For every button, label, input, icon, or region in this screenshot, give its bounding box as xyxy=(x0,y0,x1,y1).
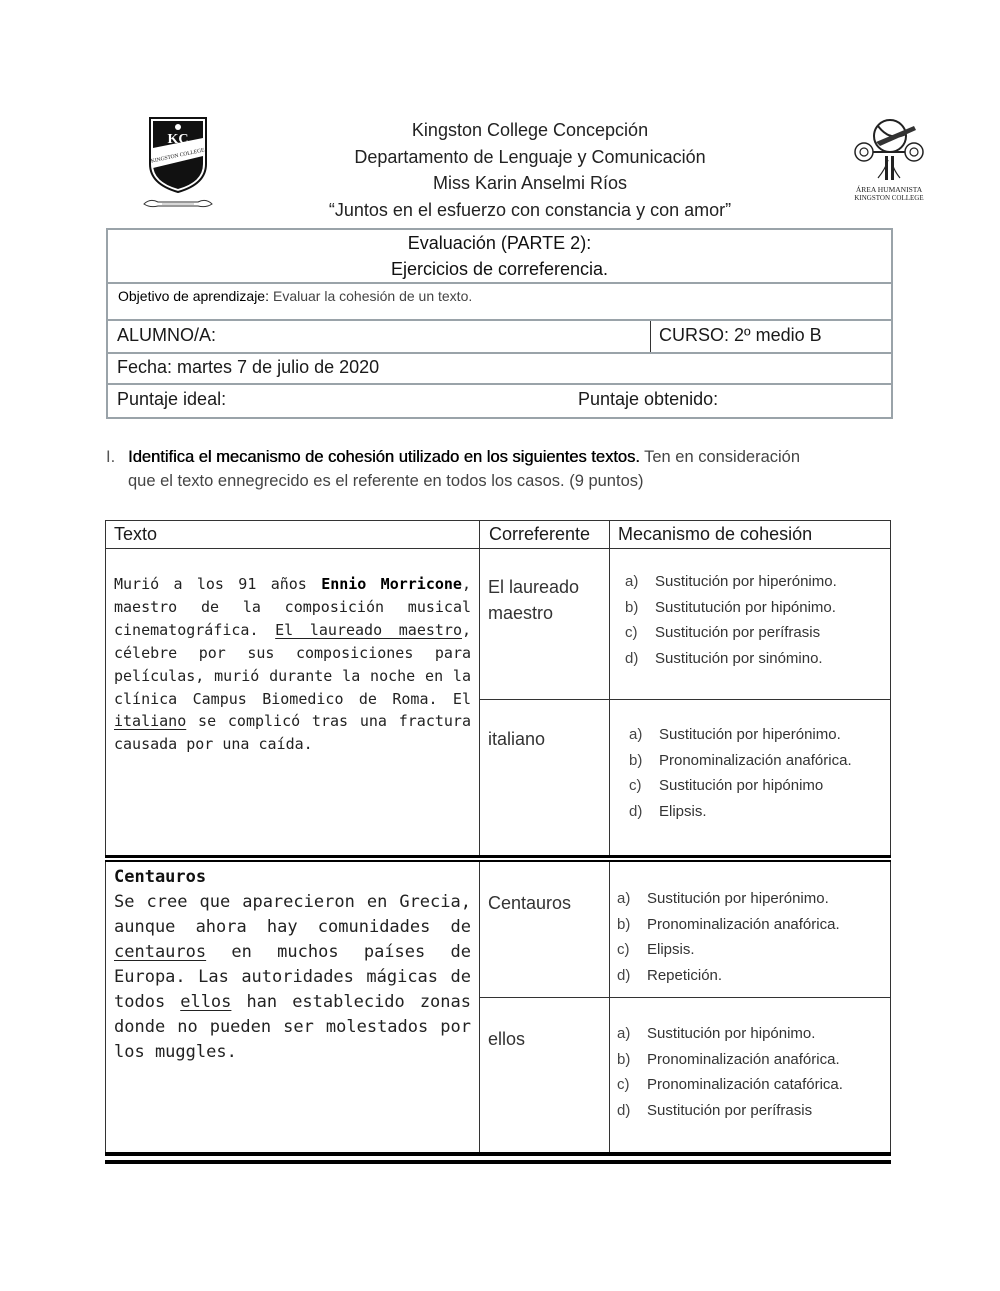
option-text: Repetición. xyxy=(647,966,723,984)
shield-icon xyxy=(140,112,216,212)
question-row xyxy=(480,549,890,700)
student-row xyxy=(108,321,891,354)
course-label: CURSO: 2º medio B xyxy=(659,325,822,345)
cohesion-exercise-table xyxy=(105,520,891,1164)
option-a[interactable] xyxy=(617,1021,890,1047)
option-letter: d) xyxy=(617,966,631,984)
header-correferente: Correferente xyxy=(480,521,610,548)
header-mecanismo: Mecanismo de cohesión xyxy=(618,524,813,544)
option-a[interactable] xyxy=(617,886,890,912)
evaluation-title-line2: Ejercicios de correferencia. xyxy=(390,259,609,279)
table-bottom-double-rule xyxy=(105,1160,891,1164)
option-letter: b) xyxy=(629,751,643,769)
svg-text:KINGSTON COLLEGE: KINGSTON COLLEGE xyxy=(150,147,206,165)
department-name: Departamento de Lenguaje y Comunicación xyxy=(354,146,706,167)
section-number: I. xyxy=(106,448,116,466)
option-c[interactable] xyxy=(629,773,890,799)
objective-label: Objetivo de aprendizaje: xyxy=(118,288,269,304)
coreferent-cell: Centauros xyxy=(480,862,610,997)
source-text xyxy=(106,549,480,855)
option-letter: d) xyxy=(617,1101,631,1119)
option-text: Sustitución por perífrasis xyxy=(655,624,821,641)
option-text: Sustitución por hipónimo. xyxy=(647,1025,816,1042)
text-fragment: Murió a los 91 años xyxy=(114,575,322,593)
option-text: Sustitución por perífrasis xyxy=(647,1101,813,1119)
option-letter: d) xyxy=(625,649,639,667)
option-text: Pronominalización catafórica. xyxy=(647,1076,843,1093)
option-text: Sustitución por hipónimo xyxy=(659,777,824,794)
student-field[interactable] xyxy=(108,321,651,352)
option-b[interactable] xyxy=(617,912,890,938)
header-texto: Texto xyxy=(106,521,480,548)
referent-underlined: centauros xyxy=(114,942,207,962)
option-d[interactable] xyxy=(617,1098,890,1124)
coreferent-cell: ellos xyxy=(480,998,610,1152)
option-b[interactable] xyxy=(629,748,890,774)
school-motto: “Juntos en el esfuerzo con constancia y con amor” xyxy=(328,199,732,220)
student-label: ALUMNO/A: xyxy=(117,325,217,345)
option-letter: c) xyxy=(617,1076,630,1093)
coreferent-underlined: italiano xyxy=(114,712,187,731)
option-b[interactable] xyxy=(617,1047,890,1073)
text-fragment: se complicó tras una fractura causada por una caída. xyxy=(114,712,471,754)
text-fragment: , célebre por sus composiciones para películas, murió durante la noche en la clínica Campus Biomedico de Roma. El xyxy=(114,620,472,708)
option-d[interactable] xyxy=(617,963,890,989)
section-divider xyxy=(105,855,891,862)
globe-column-icon xyxy=(848,112,930,204)
options-cell xyxy=(610,700,890,855)
score-ideal-field[interactable]: Puntaje ideal: xyxy=(117,389,227,409)
option-letter: c) xyxy=(617,941,630,958)
options-cell xyxy=(610,549,890,699)
option-c[interactable] xyxy=(625,620,890,646)
option-text: Sustitución por hiperónimo. xyxy=(659,726,841,743)
source-text xyxy=(106,862,480,1152)
evaluation-title xyxy=(108,230,891,284)
score-obtained-field[interactable]: Puntaje obtenido: xyxy=(578,389,719,409)
objective-value: Evaluar la cohesión de un texto. xyxy=(273,288,473,304)
coreferent-underlined: El laureado maestro xyxy=(275,620,462,639)
date-row xyxy=(108,354,891,385)
option-a[interactable] xyxy=(625,569,890,595)
coreferent-cell: El laureado maestro xyxy=(480,549,610,699)
option-letter: b) xyxy=(617,915,631,933)
option-letter: a) xyxy=(617,890,631,907)
text-fragment: Se cree que aparecieron en Grecia, aunque ahora hay comunidades de xyxy=(114,892,471,937)
options-cell xyxy=(610,862,890,997)
instructions-normal-text: Ten en consideración que el texto ennegrecido es el referente en todos los casos. (9 puntos) xyxy=(128,448,801,490)
evaluation-title-line1: Evaluación (PARTE 2): xyxy=(407,233,592,253)
option-text: Sustitución por hiperónimo. xyxy=(655,573,837,590)
option-c[interactable] xyxy=(617,937,890,963)
exercise-section-morricone xyxy=(105,549,891,855)
option-text: Pronominalización anafórica. xyxy=(647,1050,840,1068)
question-row xyxy=(480,862,890,998)
option-text: Elipsis. xyxy=(647,941,695,958)
kingston-college-crest-logo xyxy=(140,112,216,212)
option-text: Sustitución por hiperónimo. xyxy=(647,890,829,907)
option-text: Sustitutución por hipónimo. xyxy=(655,598,836,616)
svg-text:ÁREA HUMANISTA: ÁREA HUMANISTA xyxy=(855,185,923,194)
date-label: Fecha: martes 7 de julio de 2020 xyxy=(117,357,380,377)
option-letter: d) xyxy=(629,802,643,820)
text-fragment: en muchos países de Europa. Las autoridades mágicas de todos xyxy=(114,942,471,1012)
objective-row xyxy=(108,284,891,321)
teacher-name: Miss Karin Anselmi Ríos xyxy=(432,173,628,193)
option-a[interactable] xyxy=(629,722,890,748)
option-letter: a) xyxy=(617,1025,631,1042)
score-row xyxy=(108,385,891,417)
referent-text: Ennio Morricone xyxy=(321,575,462,593)
option-text: Elipsis. xyxy=(659,802,707,820)
evaluation-info-table xyxy=(106,228,893,419)
option-text: Pronominalización anafórica. xyxy=(659,751,852,769)
coreferent-cell: italiano xyxy=(480,700,610,855)
svg-text:KC: KC xyxy=(167,132,189,147)
option-c[interactable] xyxy=(617,1072,890,1098)
course-field xyxy=(651,321,891,352)
option-letter: a) xyxy=(625,573,639,590)
school-name: Kingston College Concepción xyxy=(411,120,649,140)
svg-text:KINGSTON COLLEGE: KINGSTON COLLEGE xyxy=(854,194,924,202)
question-row xyxy=(480,998,890,1152)
option-d[interactable] xyxy=(625,646,890,672)
school-header xyxy=(250,117,810,223)
option-text: Sustitución por sinómino. xyxy=(655,649,823,667)
option-text: Pronominalización anafórica. xyxy=(647,915,840,933)
option-letter: c) xyxy=(625,624,638,641)
text-fragment: han establecido zonas donde no pueden ser molestados por los muggles. xyxy=(114,992,471,1062)
table-header xyxy=(105,520,891,549)
question-row xyxy=(480,700,890,855)
exercise-section-centauros xyxy=(105,862,891,1152)
table-bottom-border xyxy=(105,1152,891,1156)
instructions-bold-text: Identifica el mecanismo de cohesión utilizado en los siguientes textos. xyxy=(128,448,640,466)
option-letter: a) xyxy=(629,726,643,743)
option-letter: c) xyxy=(629,777,642,794)
option-b[interactable] xyxy=(625,595,890,621)
options-cell xyxy=(610,998,890,1152)
instructions xyxy=(106,445,826,493)
option-d[interactable] xyxy=(629,799,890,825)
option-letter: b) xyxy=(617,1050,631,1068)
area-humanista-logo xyxy=(848,112,930,204)
coreferent-underlined: ellos xyxy=(180,992,232,1012)
text-title: Centauros xyxy=(114,867,207,887)
option-letter: b) xyxy=(625,598,639,616)
text-fragment: , maestro de la composición musical cinematográfica. xyxy=(114,575,471,639)
